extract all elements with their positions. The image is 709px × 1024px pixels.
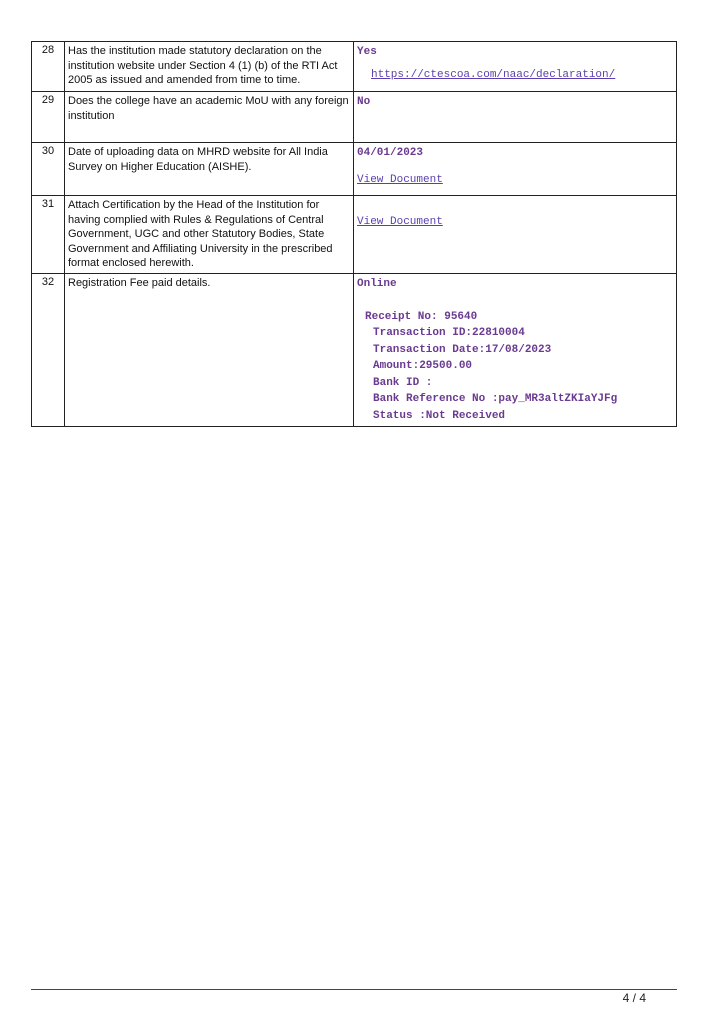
question-text: Date of uploading data on MHRD website for All India Survey on Higher Education (AISHE).	[65, 143, 354, 196]
table-row	[32, 143, 677, 196]
table-row	[32, 274, 677, 427]
answer-value: 04/01/2023	[357, 147, 424, 159]
view-document-link[interactable]: View Document	[357, 216, 443, 228]
declaration-link[interactable]: https://ctescoa.com/naac/declaration/	[371, 68, 616, 81]
row-number: 32	[32, 274, 65, 427]
row-number: 31	[32, 196, 65, 274]
transaction-id: Transaction ID:22810004	[373, 327, 525, 339]
amount: Amount:29500.00	[373, 360, 473, 372]
row-number: 28	[32, 42, 65, 92]
payment-status: Status :Not Received	[373, 409, 506, 422]
declaration-table	[31, 41, 677, 427]
page-number: 4 / 4	[622, 991, 646, 1005]
answer-value: Online	[357, 278, 397, 290]
question-text: Does the college have an academic MoU with any foreign institution	[65, 92, 354, 143]
answer-cell	[354, 274, 677, 427]
view-document-link[interactable]: View Document	[357, 173, 443, 186]
table-row	[32, 196, 677, 274]
bank-id: Bank ID :	[373, 376, 433, 389]
answer-value: Yes	[357, 46, 377, 58]
receipt-number: Receipt No: 95640	[365, 310, 478, 323]
receipt-details	[357, 309, 673, 425]
question-text: Registration Fee paid details.	[65, 274, 354, 427]
row-number: 29	[32, 92, 65, 143]
answer-cell	[354, 42, 677, 92]
question-text: Attach Certification by the Head of the Institution for having complied with Rules & Regulations of Central Government, UGC and other Statutory Bodies, State Government and Affiliating University in the prescribed format enclosed herewith.	[65, 196, 354, 274]
question-text: Has the institution made statutory declaration on the institution website under Section 4 (1) (b) of the RTI Act 2005 as issued and amended from time to time.	[65, 42, 354, 92]
footer-divider	[31, 989, 677, 990]
table-row	[32, 92, 677, 143]
answer-cell	[354, 196, 677, 274]
transaction-date: Transaction Date:17/08/2023	[373, 343, 552, 356]
answer-value: No	[357, 96, 371, 108]
answer-cell	[354, 143, 677, 196]
table-row	[32, 42, 677, 92]
answer-cell	[354, 92, 677, 143]
bank-reference: Bank Reference No :pay_MR3altZKIaYJFg	[373, 393, 618, 405]
row-number: 30	[32, 143, 65, 196]
